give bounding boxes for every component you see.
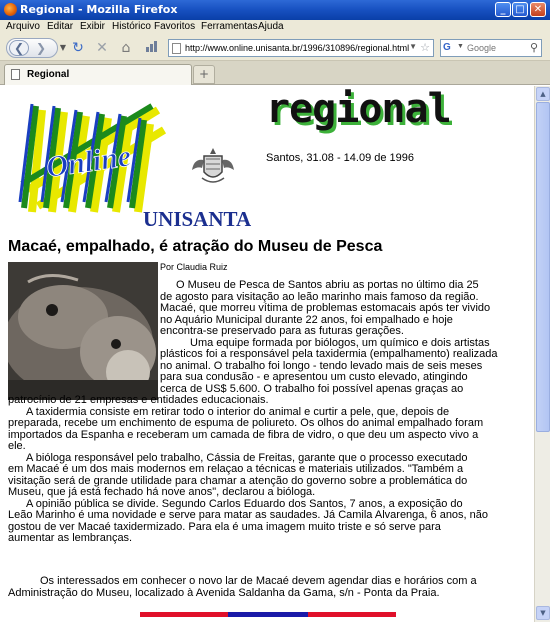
vertical-scrollbar[interactable]	[534, 86, 550, 622]
article-line: no Aquário Municipal durante 22 anos, foi empalhado e hoje	[160, 313, 453, 326]
bookmark-star-icon[interactable]: ☆	[420, 42, 430, 54]
history-dropdown-icon[interactable]: ▼	[59, 43, 67, 52]
menu-ferramentas[interactable]: Ferramentas	[201, 21, 258, 32]
article-line: Administração do Museu, localizado à Avenida Saldanha da Gama, s/n - Ponta da Praia.	[8, 586, 440, 599]
stop-icon[interactable]: ✕	[96, 40, 108, 56]
tab-regional[interactable]	[4, 64, 192, 85]
article-line: cerca de US$ 5.600. O trabalho foi possível apenas graças ao	[160, 382, 464, 395]
tab-page-icon	[11, 69, 20, 80]
menu-exibir[interactable]: Exibir	[80, 21, 106, 32]
window-titlebar	[0, 0, 550, 20]
article-headline: Macaé, empalhado, é atração do Museu de Pesca	[8, 238, 383, 255]
article-line: patrocínio de 21 empresas e entidades educacionais.	[8, 394, 269, 406]
back-button[interactable]: ❮	[9, 40, 29, 56]
article-line: A bióloga responsável pelo trabalho, Cássia de Freitas, garante que o processo executado	[26, 451, 468, 464]
minimize-button[interactable]: _	[495, 2, 511, 17]
santos-coat-of-arms-icon	[190, 144, 236, 188]
article-byline: Por Claudia Ruiz	[160, 262, 228, 272]
search-box[interactable]	[440, 39, 542, 57]
article-line: Macaé, que morreu vítima de problemas estomacais após ter vivido	[160, 302, 491, 314]
article-line: importados da Espanha e receberam um camada de fibra de vidro, o que deu um aspecto vivo a	[8, 428, 479, 441]
maximize-button[interactable]: □	[512, 2, 528, 17]
new-tab-button[interactable]: +	[193, 65, 215, 84]
scroll-up-arrow[interactable]: ▲	[536, 87, 550, 101]
footer-stripe-red	[140, 612, 228, 617]
article-line: visitação será de grande utilidade para chamar a atenção do governo sobre a problemática do	[8, 474, 468, 487]
address-dropdown-icon[interactable]: ▼	[409, 42, 417, 51]
search-engine-dropdown-icon[interactable]: ▼	[457, 43, 464, 50]
scroll-down-arrow[interactable]: ▼	[536, 606, 550, 620]
article-line: encontra-se preservado para as futuras gerações.	[160, 325, 404, 337]
bookmarks-chart-icon[interactable]	[144, 39, 160, 57]
search-input[interactable]	[467, 42, 525, 54]
article-line: no animal. O trabalho foi longo - tendo levado mais de seis meses	[160, 359, 483, 372]
article-line: A taxidermia consiste em retirar todo o interior do animal e curtir a pele, que, depois de	[26, 405, 450, 418]
article-line: preparada, recebe um enchimento de espuma de poliureto. Os olhos do animal empalhado foram	[8, 417, 484, 429]
scrollbar-thumb[interactable]	[536, 102, 550, 432]
close-button[interactable]: ✕	[530, 2, 546, 17]
menu-favoritos[interactable]: Favoritos	[154, 21, 196, 32]
tab-bar	[0, 61, 550, 85]
search-icon[interactable]: ⚲	[529, 42, 538, 54]
footer-stripe-blue	[228, 612, 308, 617]
article-line: de agosto para visitação ao leão marinho mais famoso da região.	[160, 290, 479, 303]
navigation-toolbar	[0, 35, 550, 61]
article-line: em Macaé é um dos mais modernos em relaçao a técnicas e materiais utilizados. "Também a	[8, 463, 464, 475]
article-line: gostou de ver Macaé taxidermizado. Para ela é uma imagem muito triste e só serve para	[8, 520, 441, 533]
tab-label: Regional	[27, 69, 70, 80]
page-viewport	[0, 86, 534, 622]
menu-bar	[0, 20, 550, 35]
address-url[interactable]: http://www.online.unisanta.br/1996/310896/regional.html	[185, 43, 410, 53]
firefox-icon	[4, 3, 17, 16]
article-line: aumentar as lembranças.	[8, 532, 133, 544]
menu-editar[interactable]: Editar	[47, 21, 74, 32]
forward-button[interactable]: ❯	[35, 41, 47, 55]
back-forward-group	[6, 38, 58, 58]
logo-online-text: Online	[44, 139, 134, 185]
menu-historico[interactable]: Histórico	[112, 21, 151, 32]
logo-unisanta-text: UNISANTA	[143, 207, 252, 230]
sea-lion-photo	[8, 262, 158, 400]
article-line: para sua condusão - e apresentou um custo elevado, atingindo	[160, 371, 468, 383]
menu-ajuda[interactable]: Ajuda	[258, 21, 284, 32]
reload-icon[interactable]: ↻	[72, 40, 84, 56]
article-line: Os interessados em conhecer o novo lar de Macaé devem agendar dias e horários com a	[40, 575, 477, 587]
page-icon	[172, 43, 181, 54]
article-line: Museu, que já está fechado há nove anos", declarou a bióloga.	[8, 486, 316, 498]
article-line: A opinião pública se divide. Segundo Carlos Eduardo dos Santos, 7 anos, a exposição do	[26, 497, 463, 510]
search-engine-icon[interactable]: G	[443, 42, 451, 53]
home-icon[interactable]: ⌂	[121, 40, 131, 56]
article-line: Leão Marinho é uma novidade e serve para matar as saudades. Já Camila Alvarenga, 6 anos, não	[8, 509, 489, 521]
section-wordmark: regional	[266, 86, 451, 132]
window-title: Regional - Mozilla Firefox	[20, 3, 178, 16]
article-line: O Museu de Pesca de Santos abriu as portas no último dia 25	[176, 279, 479, 291]
article-line: ele.	[8, 440, 26, 452]
address-bar[interactable]	[168, 39, 434, 57]
menu-arquivo[interactable]: Arquivo	[6, 21, 40, 32]
article-line: plásticos foi a responsável pela taxidermia (empalhamento) realizada	[160, 348, 498, 360]
footer-stripe-red	[308, 612, 396, 617]
article-line: Uma equipe formada por biólogos, um químico e dois artistas	[190, 336, 490, 349]
edition-date: Santos, 31.08 - 14.09 de 1996	[266, 152, 415, 164]
